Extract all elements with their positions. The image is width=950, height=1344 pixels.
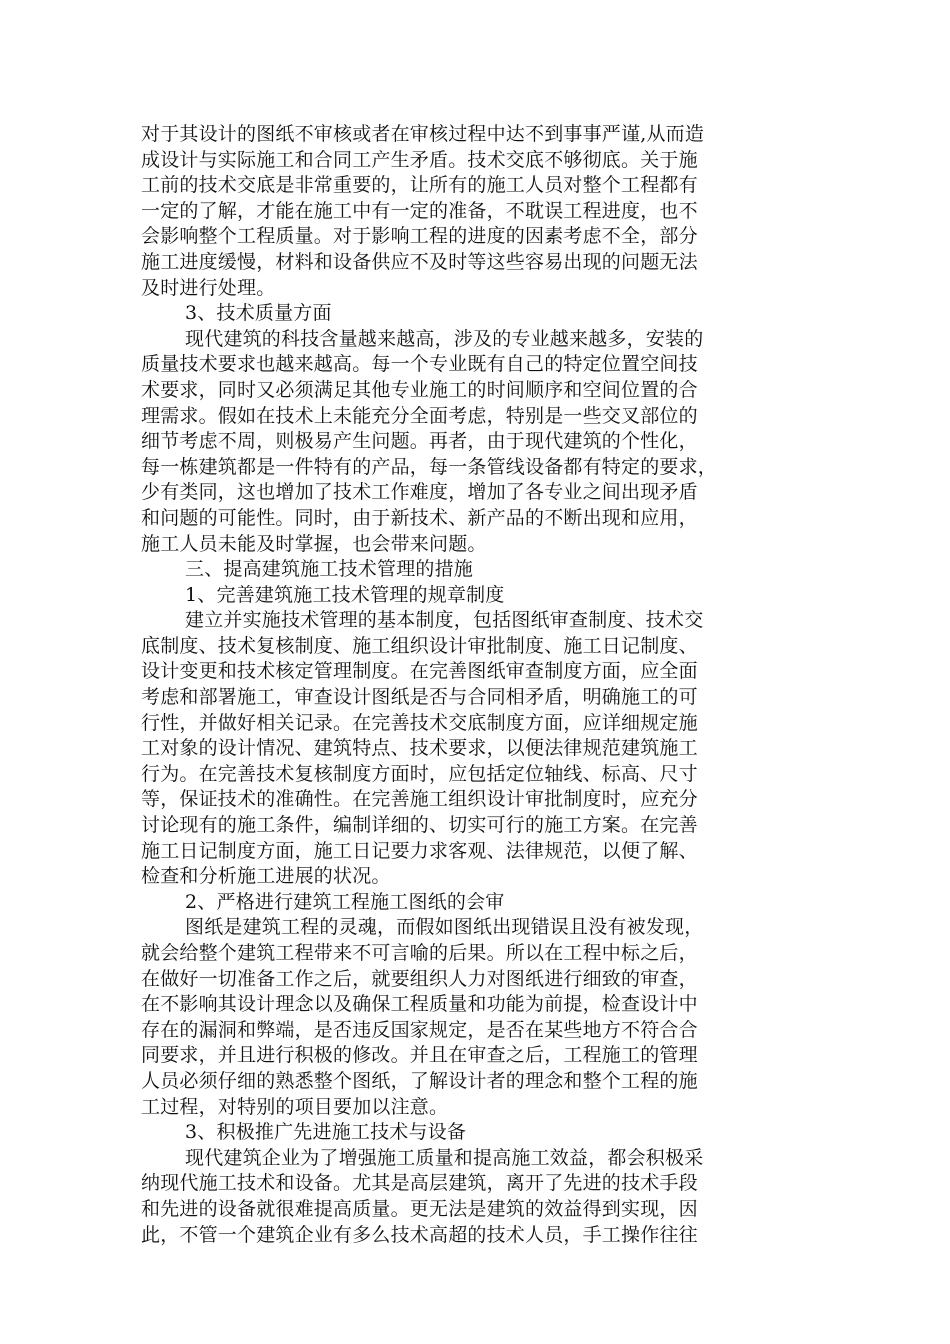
text-line: 图纸是建筑工程的灵魂，而假如图纸出现错误且没有被发现，: [185, 916, 704, 939]
text-line: 和先进的设备就很难提高质量。更无法是建筑的效益得到实现，因: [141, 1197, 698, 1220]
text-line: 设计变更和技术核定管理制度。在完善图纸审查制度方面，应全面: [141, 660, 698, 683]
text-line: 及时进行处理。: [141, 276, 276, 299]
text-line: 人员必须仔细的熟悉整个图纸，了解设计者的理念和整个工程的施: [141, 1069, 698, 1092]
text-line: 等，保证技术的准确性。在完善施工组织设计审批制度时，应充分: [141, 788, 698, 811]
text-line: 就会给整个建筑工程带来不可言喻的后果。所以在工程中标之后，: [141, 942, 698, 964]
text-line: 工过程，对特别的项目要加以注意。: [141, 1095, 449, 1118]
text-line: 成设计与实际施工和合同工产生矛盾。技术交底不够彻底。关于施: [141, 148, 698, 171]
text-line: 一定的了解，才能在施工中有一定的准备，不耽误工程进度，也不: [141, 199, 698, 222]
text-line: 和问题的可能性。同时，由于新技术、新产品的不断出现和应用，: [141, 506, 698, 529]
text-line: 行为。在完善技术复核制度方面时，应包括定位轴线、标高、尺寸: [141, 762, 698, 785]
text-line: 底制度、技术复核制度、施工组织设计审批制度、施工日记制度、: [141, 634, 698, 657]
text-line: 1、完善建筑施工技术管理的规章制度: [185, 583, 505, 606]
text-line: 术要求，同时又必须满足其他专业施工的时间顺序和空间位置的合: [141, 378, 698, 401]
text-line: 现代建筑的科技含量越来越高，涉及的专业越来越多，安装的: [185, 327, 704, 350]
text-line: 施工进度缓慢，材料和设备供应不及时等这些容易出现的问题无法: [141, 250, 698, 273]
text-line: 质量技术要求也越来越高。每一个专业既有自己的特定位置空间技: [141, 353, 698, 376]
text-line: 2、严格进行建筑工程施工图纸的会审: [185, 890, 505, 913]
text-line: 对于其设计的图纸不审核或者在审核过程中达不到事事严谨,从而造: [141, 123, 705, 145]
text-line: 少有类同，这也增加了技术工作难度，增加了各专业之间出现矛盾: [141, 481, 698, 504]
text-line: 3、积极推广先进施工技术与设备: [185, 1121, 467, 1144]
text-line: 施工人员未能及时掌握，也会带来问题。: [141, 532, 487, 555]
text-line: 每一栋建筑都是一件特有的产品，每一条管线设备都有特定的要求，: [141, 455, 718, 478]
text-line: 检查和分析施工进展的状况。: [141, 865, 391, 888]
text-line: 在做好一切准备工作之后，就要组织人力对图纸进行细致的审查，: [141, 967, 698, 990]
text-line: 建立并实施技术管理的基本制度，包括图纸审查制度、技术交: [185, 609, 704, 632]
text-line: 此，不管一个建筑企业有多么技术高超的技术人员，手工操作往往: [141, 1223, 698, 1246]
text-line: 工前的技术交底是非常重要的，让所有的施工人员对整个工程都有: [141, 174, 698, 197]
text-line: 考虑和部署施工，审查设计图纸是否与合同相矛盾，明确施工的可: [141, 686, 698, 709]
text-line: 3、技术质量方面: [185, 302, 332, 325]
text-line: 细节考虑不周，则极易产生问题。再者，由于现代建筑的个性化，: [141, 430, 698, 453]
document-body-text: [141, 122, 801, 1248]
text-line: 存在的漏洞和弊端，是否违反国家规定，是否在某些地方不符合合: [141, 1018, 698, 1041]
text-line: 现代建筑企业为了增强施工质量和提高施工效益，都会积极采: [185, 1146, 704, 1169]
text-line: 行性，并做好相关记录。在完善技术交底制度方面，应详细规定施: [141, 711, 698, 734]
text-line: 纳现代施工技术和设备。尤其是高层建筑，离开了先进的技术手段: [141, 1172, 698, 1195]
text-line: 施工日记制度方面，施工日记要力求客观、法律规范，以便了解、: [141, 839, 698, 862]
text-line: 在不影响其设计理念以及确保工程质量和功能为前提，检查设计中: [141, 993, 698, 1016]
text-line: 理需求。假如在技术上未能充分全面考虑，特别是一些交叉部位的: [141, 404, 698, 427]
text-line: 同要求，并且进行积极的修改。并且在审查之后，工程施工的管理: [141, 1044, 698, 1067]
text-line: 会影响整个工程质量。对于影响工程的进度的因素考虑不全，部分: [141, 225, 698, 248]
text-line: 讨论现有的施工条件，编制详细的、切实可行的施工方案。在完善: [141, 814, 698, 837]
text-line: 工对象的设计情况、建筑特点、技术要求，以便法律规范建筑施工: [141, 737, 698, 760]
text-line: 三、提高建筑施工技术管理的措施: [185, 558, 474, 581]
